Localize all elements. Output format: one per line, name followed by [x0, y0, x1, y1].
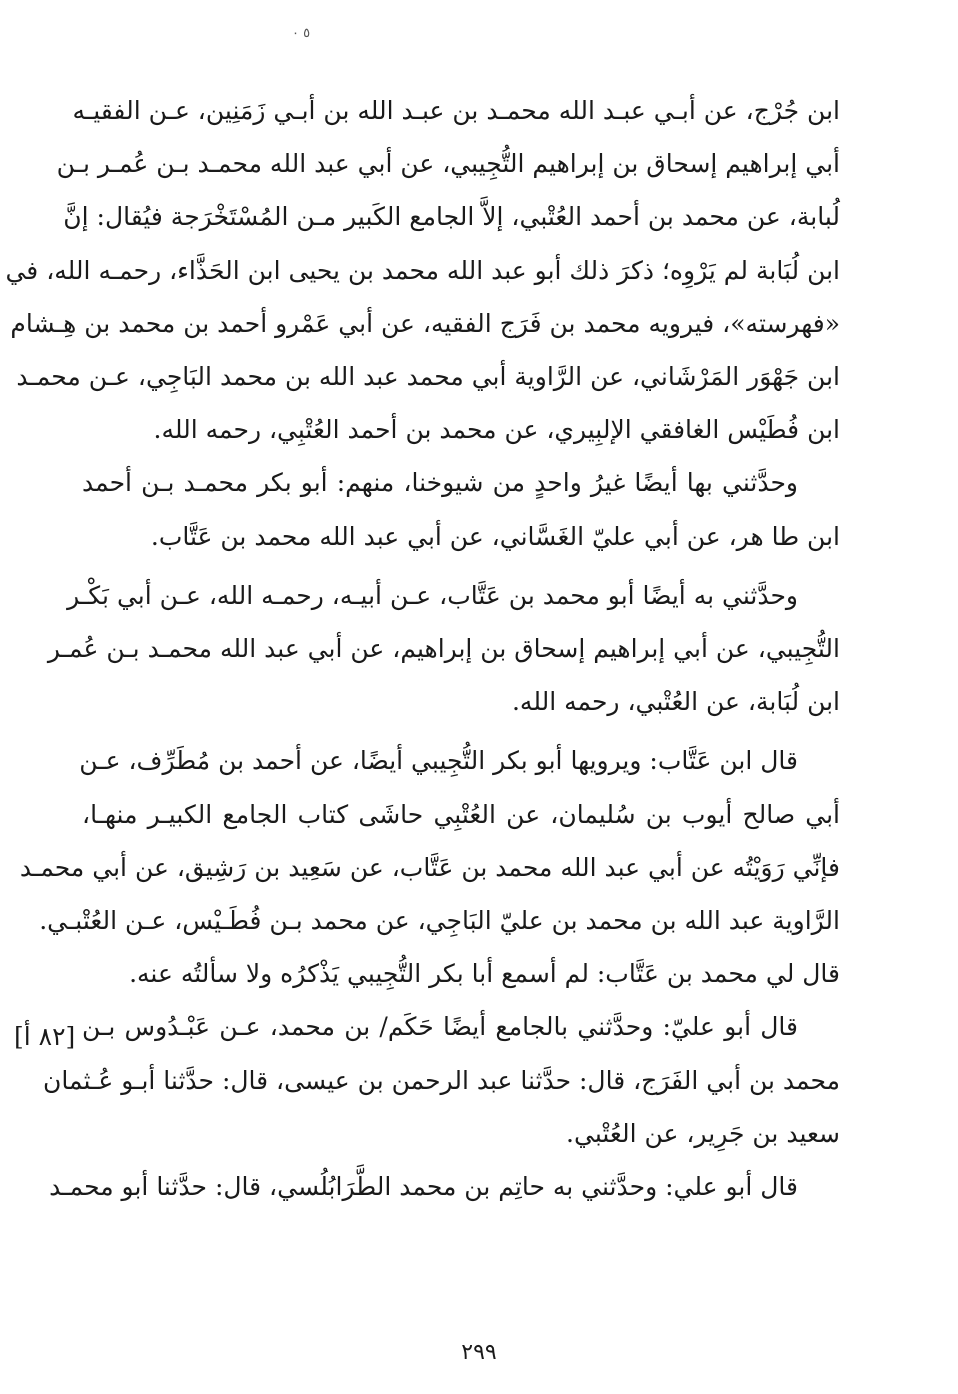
text-line: الرَّاوية عبد الله بن محمد بن عليّ البَاجِي، عن محمد بـن فُطَـيْس، عـن العُتْبـي. [39, 906, 840, 936]
text-line: ابن طا هر، عن أبي عليّ الغَسَّاني، عن أبي عبد الله محمد بن عَتَّاب. [150, 521, 840, 551]
text-line: «فهرسته»، فيرويه محمد بن فَرَج الفقيه، عن أبي عَمْرو أحمد بن محمد بن هِـشام [10, 308, 840, 338]
paragraph-1 [5, 84, 840, 456]
text-line: سعيد بن جَرِير، عن العُتْبي. [566, 1118, 840, 1148]
text-line: ابن فُطَيْس الغافقي الإلبِيري، عن محمد بن أحمد العُتْبِي، رحمه الله. [153, 415, 840, 445]
text-line: فإنِّي رَوَيْتُه عن أبي عبد الله محمد بن عَتَّاب، عن سَعِيد بن رَشِيق، عن أبي محمـد [19, 852, 840, 882]
page-top-mark: ٥ ٠ [292, 26, 311, 41]
text-line: التُّجِيبي، عن أبي إبراهيم إسحاق بن إبراهيم، عن أبي عبد الله محمـد بـن عُمـر [47, 634, 840, 664]
folio-marker: [٨٢ أ] [14, 1022, 76, 1051]
text-line: قال لي محمد بن عَتَّاب: لم أسمع أبا بكر التُّجِيبي يَذْكرُه ولا سألتُه عنه. [129, 959, 840, 989]
text-line: وحدَّثني به أيضًا أبو محمد بن عَتَّاب، عـن أبيـه، رحمـه الله، عـن أبي بَكْـر [67, 580, 798, 610]
text-line: أبي إبراهيم إسحاق بن إبراهيم التُّجِيبي، عن أبي عبد الله محمـد بـن عُمـر بـن [56, 149, 840, 179]
page-number: ٢٩٩ [461, 1340, 497, 1365]
text-line: أبي صالح أيوب بن سُليمان، عن العُتْبِي حاشَى كتاب الجامع الكبيـر منهـا، [82, 799, 840, 829]
text-line: لُبابة، عن محمد بن أحمد العُتْبي، إلاَّ الجامع الكَبير مـن المُسْتَخْرَجة فيُقال: إنَّ [63, 202, 840, 232]
text-line: قال أبو علي: وحدَّثني به حاتِم بن محمد الطَّرَابُلُسي، قال: حدَّثنا أبو محمـد [49, 1172, 798, 1202]
paragraph-4 [19, 734, 840, 1000]
paragraph-3 [47, 569, 840, 729]
text-line: قال ابن عَتَّاب: ويرويها أبو بكر التُّجِيبي أيضًا، عن أحمد بن مُطَرِّف، عـن [79, 746, 798, 776]
text-line: ابن لُبَابة لم يَرْوِه؛ ذكرَ ذلك أبو عبد الله محمد بن يحيى ابن الحَذَّاء، رحمـه الله، في [5, 255, 840, 285]
text-line: ابن جَهْوَر المَرْشَاني، عن الرَّاوية أبي محمد عبد الله بن محمد البَاجِي، عـن محمـد [16, 362, 840, 392]
text-line: وحدَّثني بها أيضًا غيرُ واحدٍ من شيوخنا، منهم: أبو بكر محمـد بـن أحمد [82, 468, 798, 498]
text-line: ابن جُرْج، عن أبـي عبـد الله محمـد بن عبـد الله بن أبـي زَمَنِين، عـن الفقيـه [72, 96, 840, 125]
text-line: قال أبو عليّ: وحدَّثني بالجامع أيضًا حَكَم/ بن محمد، عـن عَبْـدُوس بـن [82, 1012, 798, 1042]
paragraph-2 [82, 456, 840, 562]
paragraph-6 [49, 1160, 840, 1213]
text-line: محمد بن أبي الفَرَج، قال: حدَّثنا عبد الرحمن بن عيسى، قال: حدَّثنا أبـو عُـثمان [43, 1065, 840, 1095]
text-line: ابن لُبَابة، عن العُتْبي، رحمه الله. [511, 687, 840, 717]
